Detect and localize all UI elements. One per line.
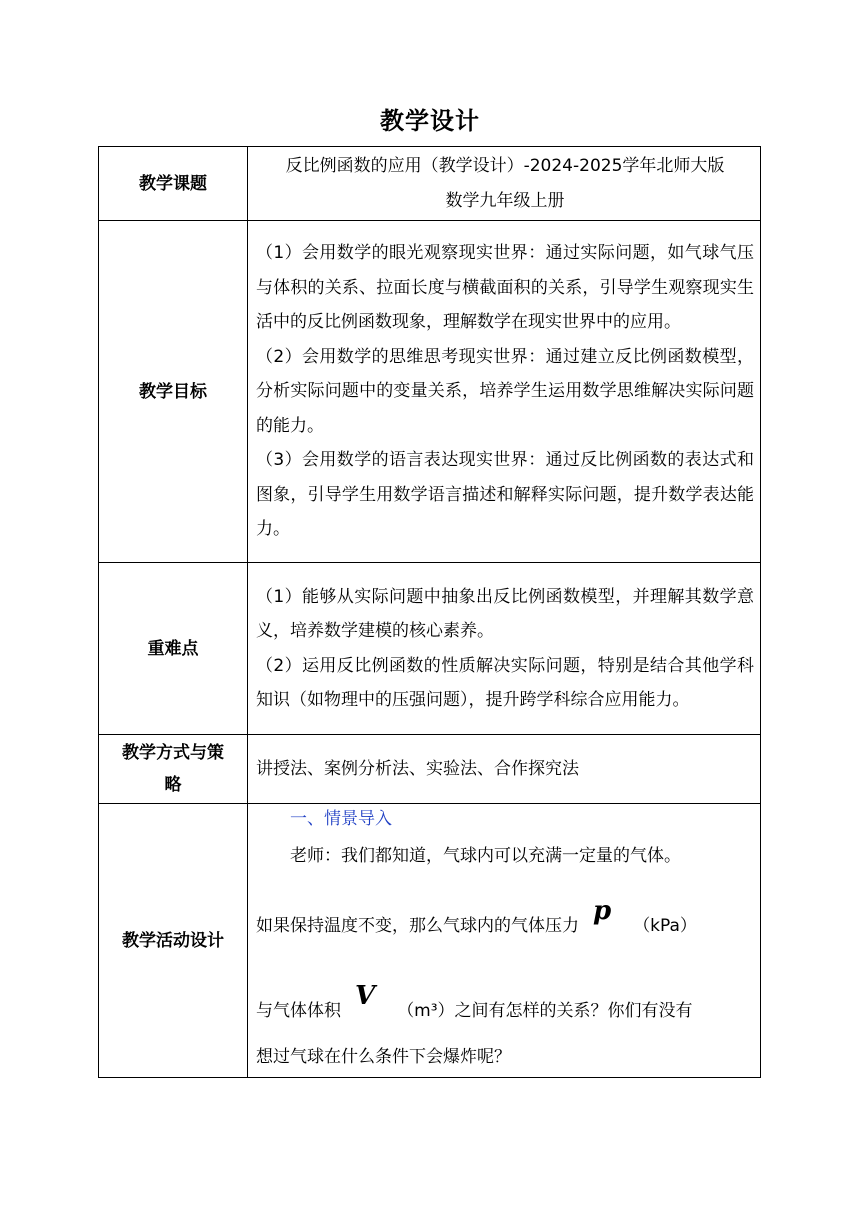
row-topic <box>99 147 761 221</box>
key-point-1: （1）能够从实际问题中抽象出反比例函数模型，并理解其数学意义，培养数学建模的核心素养。 <box>256 586 754 641</box>
topic-line-2: 数学九年级上册 <box>445 190 565 211</box>
row-activity <box>99 804 761 1078</box>
row-methods <box>99 735 761 804</box>
activity-text-2a: 如果保持温度不变，那么气球内的气体压力 <box>256 916 579 936</box>
label-methods-line-2: 略 <box>164 775 182 795</box>
label-topic: 教学课题 <box>99 147 248 221</box>
goal-item-1: （1）会用数学的眼光观察现实世界：通过实际问题，如气球气压与体积的关系、拉面长度与横截面积的关系，引导学生观察现实生活中的反比例函数现象，理解数学在现实世界中的应用。 <box>256 243 754 333</box>
label-key-points: 重难点 <box>99 563 248 735</box>
document-title: 教学设计 <box>380 107 480 135</box>
content-goals <box>248 221 761 563</box>
label-methods-line-1: 教学方式与策 <box>122 743 224 763</box>
activity-para-line-2 <box>256 882 754 955</box>
key-point-2: （2）运用反比例函数的性质解决实际问题，特别是结合其他学科知识（如物理中的压强问题），提升跨学科综合应用能力。 <box>256 655 754 710</box>
activity-text-3a: 与气体体积 <box>256 1001 341 1021</box>
goal-item-2: （2）会用数学的思维思考现实世界：通过建立反比例函数模型，分析实际问题中的变量关系，培养学生运用数学思维解决实际问题的能力。 <box>256 346 754 436</box>
content-methods <box>248 735 761 804</box>
content-activity <box>248 804 761 1078</box>
content-topic <box>248 147 761 221</box>
activity-text-3b: （m³）之间有怎样的关系？你们有没有 <box>397 1001 693 1021</box>
section-heading-scene-intro: 一、情景导入 <box>290 809 392 829</box>
activity-para-line-3 <box>256 967 754 1040</box>
lesson-plan-table <box>98 146 761 1078</box>
unit-kpa: （kPa） <box>633 916 697 936</box>
goal-item-3: （3）会用数学的语言表达现实世界：通过反比例函数的表达式和图象，引导学生用数学语言描述和解释实际问题，提升数学表达能力。 <box>256 450 754 540</box>
activity-para-line-1: 老师：我们都知道，气球内可以充满一定量的气体。 <box>290 846 681 866</box>
math-variable-v: V <box>355 981 376 1011</box>
content-key-points <box>248 563 761 735</box>
label-methods <box>99 735 248 804</box>
math-variable-p: p <box>593 896 612 926</box>
label-activity: 教学活动设计 <box>99 804 248 1078</box>
topic-line-1: 反比例函数的应用（教学设计）-2024-2025学年北师大版 <box>285 156 725 176</box>
row-goals <box>99 221 761 563</box>
methods-text: 讲授法、案例分析法、实验法、合作探究法 <box>256 758 579 779</box>
row-key-points <box>99 563 761 735</box>
activity-para-line-4: 想过气球在什么条件下会爆炸呢？ <box>256 1047 511 1067</box>
label-goals: 教学目标 <box>99 221 248 563</box>
